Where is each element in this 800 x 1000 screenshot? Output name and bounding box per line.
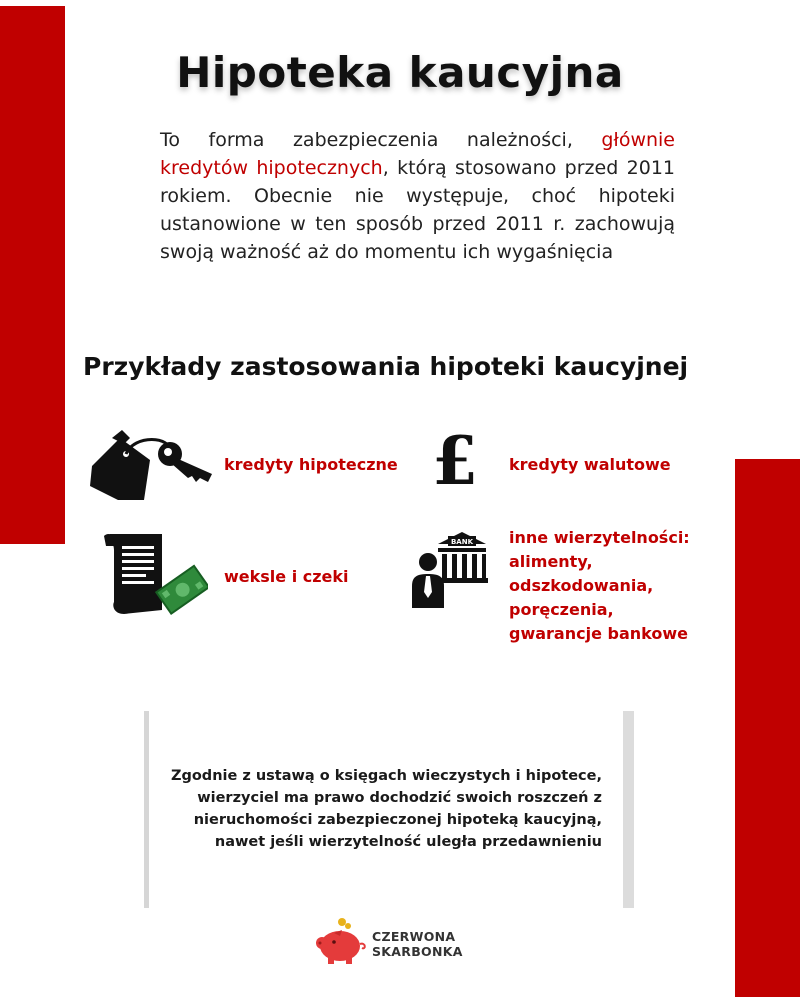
example-bills-label: weksle i czeki xyxy=(224,567,349,586)
intro-text-2: , którą stosowano przed 2011 rokiem. Obecnie nie występuje, choć hipoteki ustanowione w ten sposób przed 2011 r. zachowują swoją ważność aż do momentu ich wygaśnięcia xyxy=(160,157,675,263)
bank-person-icon xyxy=(410,532,490,610)
example-currency-label: kredyty walutowe xyxy=(509,455,671,474)
other-line-5: gwarancje bankowe xyxy=(509,624,688,643)
example-other-label xyxy=(509,526,690,646)
logo-line-2: SKARBONKA xyxy=(372,944,463,959)
other-line-4: poręczenia, xyxy=(509,600,614,619)
piggy-bank-icon xyxy=(312,916,368,966)
other-line-2: alimenty, xyxy=(509,552,593,571)
intro-highlight: głównie kredytów hipotecznych xyxy=(160,129,675,179)
bank-sign-text: BANK xyxy=(450,538,474,546)
examples-heading: Przykłady zastosowania hipoteki kaucyjnej xyxy=(83,352,689,381)
legal-quote-box xyxy=(144,711,634,908)
document-money-icon xyxy=(104,530,208,618)
other-line-1: inne wierzytelności: xyxy=(509,528,690,547)
quote-line-2: wierzyciel ma prawo dochodzić swoich roszczeń z xyxy=(197,790,602,806)
logo-text xyxy=(372,929,463,959)
intro-paragraph xyxy=(160,126,675,266)
quote-left-border xyxy=(144,711,149,908)
pound-icon: £ xyxy=(432,422,478,500)
quote-line-4: nawet jeśli wierzytelność uległa przedawnieniu xyxy=(214,834,602,850)
logo-line-1: CZERWONA xyxy=(372,929,456,944)
quote-line-1: Zgodnie z ustawą o księgach wieczystych i hipotece, xyxy=(170,768,602,784)
brand-logo xyxy=(312,916,512,966)
house-keys-icon xyxy=(88,430,216,502)
quote-line-3: nieruchomości zabezpieczonej hipoteką kaucyjną, xyxy=(193,812,602,828)
page-title: Hipoteka kaucyjna xyxy=(176,48,624,97)
intro-text-1: To forma zabezpieczenia należności, xyxy=(160,129,602,151)
legal-quote-text xyxy=(162,765,602,853)
right-red-bar xyxy=(735,459,800,997)
quote-right-border xyxy=(623,711,634,908)
example-mortgage-label: kredyty hipoteczne xyxy=(224,455,398,474)
other-line-3: odszkodowania, xyxy=(509,576,654,595)
